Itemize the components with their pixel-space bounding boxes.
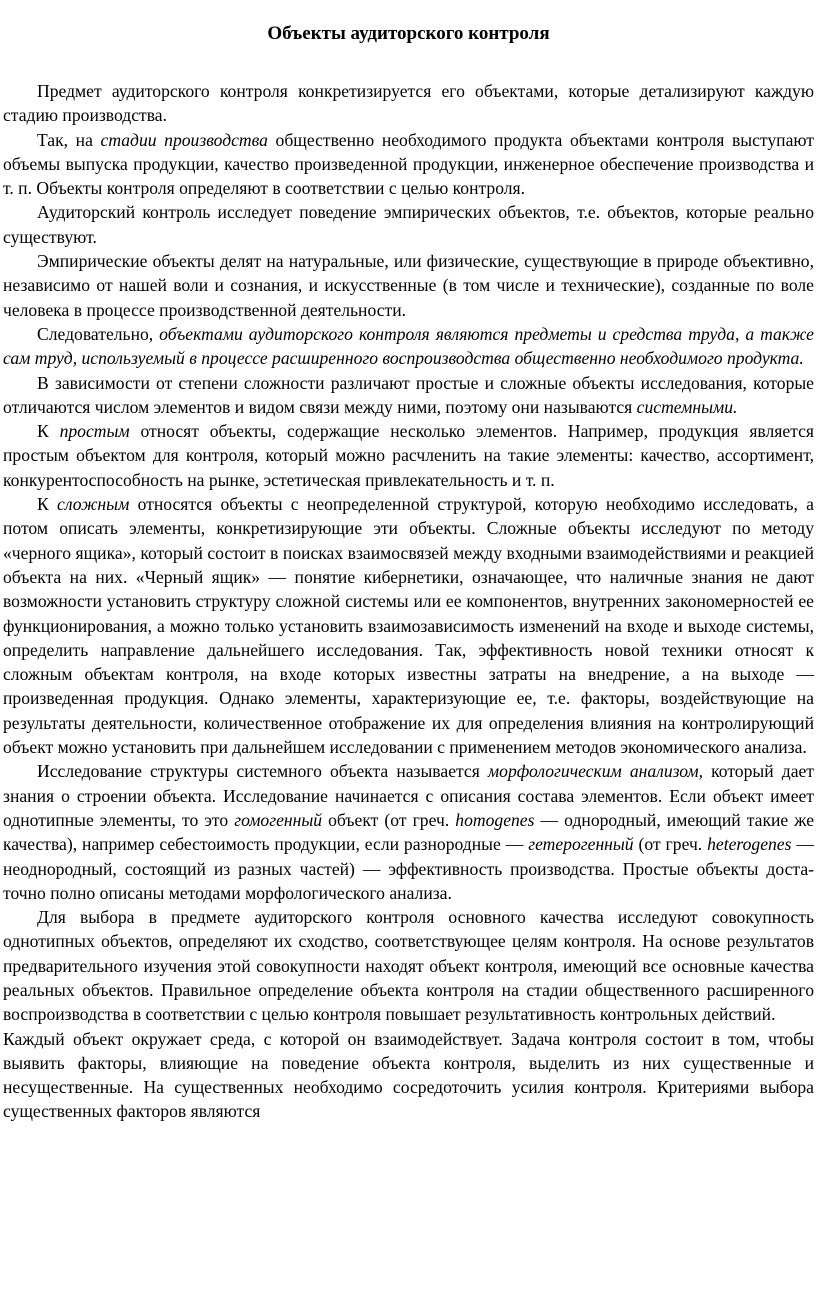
paragraph-7-text-a: К (37, 421, 60, 442)
paragraph-5-emphasis: объектами аудиторского контроля являются предметы и средства труда, а также сам труд, используемый в процессе расширенного воспроизводства общественно необходимого продукта. (3, 323, 814, 369)
paragraph-5 (3, 322, 814, 371)
paragraph-9 (3, 759, 814, 905)
paragraph-2-emphasis: стадии производства (100, 129, 268, 150)
paragraph-6-emphasis: системными. (636, 396, 738, 417)
paragraph-9-emphasis-f: homogenes (455, 809, 535, 830)
paragraph-9-emphasis-j: heterogenes (707, 834, 792, 855)
paragraph-7 (3, 419, 814, 492)
paragraph-4: Эмпирические объекты делят на натуральные, или физические, существующие в природе объективно, независимо от нашей воли и сознания, и искусственные (в том числе и технические), созданные по воле человека в процессе производственной деятельности. (3, 251, 814, 320)
paragraph-9-text-c: который дает знания о строении объекта. Исследование начинается с описания состава элементов. Если объект имеет однотипные элементы, то это (3, 761, 814, 830)
paragraph-7-emphasis: простым (59, 421, 130, 442)
paragraph-9-text-k: — неоднородный, состоящий из разных частей) — эффективность производства. Простые объекты достаточно полно описаны методами морфологического анализа. (3, 834, 814, 903)
paragraph-9-text-g: — однородный, имеющий такие же качества), например себестоимость продукции, если разнородные — (3, 809, 815, 855)
paragraph-11: Каждый объект окружает среда, с которой он взаимодействует. Задача контроля состоит в том, чтобы выявить факторы, влияющие на поведение объекта контроля, выделить из них существенные и несущественные. На существенных необходимо сосредоточить усилия контроля. Критериями выбора существенных факторов являются (3, 1028, 814, 1122)
paragraph-7-text-c: относят объекты, содержащие несколько элементов. Например, продукция является простым объектом для контроля, который можно расчленить на такие элементы: качество, ассортимент, конкурентоспособность на рынке, эстетическая привлекательность и т. п. (3, 421, 814, 490)
paragraph-9-text-a: Исследование структуры системного объекта называется (37, 761, 488, 782)
paragraph-8 (3, 492, 814, 759)
paragraph-6 (3, 371, 814, 420)
paragraph-9-text-e: объект (от греч. (322, 809, 456, 830)
paragraph-3: Аудиторский контроль исследует поведение эмпирических объектов, т.е. объектов, которые реально существуют. (3, 202, 814, 247)
paragraph-5-text-a: Следовательно, (37, 323, 160, 344)
paragraph-8-emphasis: сложным (57, 494, 130, 515)
paragraph-2-text-c: общественно необходимого продукта объектами контроля выступают объемы выпуска продукции, качество произведенной продукции, инженерное обеспечение производства и т. п. Объекты контроля определяют в соответствии с целью контроля. (3, 129, 814, 199)
paragraph-6-text-a: В зависимости от степени сложности различают простые и сложные объекты исследования, которые отличаются числом элементов и видом связи между ними, поэтому они называются (3, 372, 814, 417)
paragraph-8-text-c: относятся объекты с неопределенной структурой, которую необходимо исследовать, а потом описать элементы, конкретизирующие эти объекты. Сложные объекты исследуют по методу «черного ящика», который состоит в поисках взаимосвязей между входными взаимодействиями и реакцией объекта на них. «Черный ящик» — понятие кибернетики, означающее, что наличные знания не дают возможности установить структуру сложной системы или ее компонентов, внутренних закономерностей ее функционирования, а можно только установить взаимозависимость изменений на входе и выходе системы, определить направление дальнейшего исследования. Так, эффективность новой техники относят к сложным объектам контроля, на входе которых известны затраты на внедрение, а на выходе — произведенная продукция. Однако элементы, характеризующие ее, т.е. факторы, воздействующие на результаты деятельности, количественное отображение их для определения влияния на контролирующий объект можно установить при дальнейшем исследовании с применением методов экономического анализа. (3, 494, 814, 758)
paragraph-10: Для выбора в предмете аудиторского контроля основного качества исследуют совокупность однотипных объектов, определяют их сходство, соответствующее целям контроля. На основе результатов предварительного изучения этой совокупности находят объект контроля, имеющий все основные качества реальных объектов. Правильное определение объекта контроля на стадии общественного расширенного воспроизводства в соответствии с целью контроля повышает результативность контрольных действий. (3, 907, 814, 1025)
paragraph-2-text-a: Так, на (37, 129, 101, 150)
paragraph-9-text-i: (от греч. (633, 834, 708, 855)
paragraph-9-emphasis-h: гетерогенный (528, 834, 634, 855)
paragraph-9-emphasis-b: морфологическим анализом, (487, 761, 704, 782)
paragraph-9-emphasis-d: гомогенный (234, 809, 323, 830)
paragraph-2 (3, 128, 814, 201)
paragraph-8-text-a: К (37, 494, 58, 515)
document-title: Объекты аудиторского контроля (267, 23, 550, 44)
paragraph-1: Предмет аудиторского контроля конкретизируется его объектами, которые детализируют каждую стадию производства. (3, 81, 814, 126)
